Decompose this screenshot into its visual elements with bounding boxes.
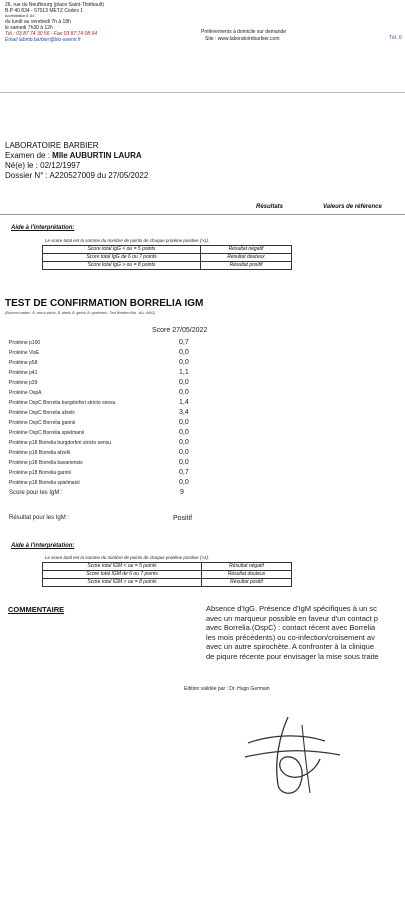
list-item <box>9 348 209 358</box>
dossier-number: Dossier N° : A220527009 du 27/05/2022 <box>5 171 149 180</box>
protein-name: Protéine p18 Borrelia burgdorferi stricto sensu <box>9 440 111 446</box>
patient-name: Mlle AUBURTIN LAURA <box>52 151 142 160</box>
table-cell: Résultat douteux <box>202 571 292 579</box>
list-item <box>9 468 209 478</box>
protein-score: 0,0 <box>179 459 189 466</box>
table-row <box>43 246 292 254</box>
list-item <box>9 398 209 408</box>
igm-interpretation-note: Le score total est la somme du nombre de points de chaque protéine positive (>1). <box>45 555 210 560</box>
comment-line: avec un autre spirochète. A confronter à la clinique <box>206 642 375 652</box>
table-cell: Résultat positif <box>201 262 292 270</box>
test-title: TEST DE CONFIRMATION BORRELIA IGM <box>5 298 204 309</box>
address-line: 26, rue du Neufbourg (place Saint-Thiébault) <box>5 2 104 8</box>
protein-name: Protéine p18 Borrelia bavariensis <box>9 460 83 466</box>
reference-column-header: Valeurs de référence <box>323 204 382 210</box>
exam-line <box>5 151 148 161</box>
protein-score: 0,0 <box>179 439 189 446</box>
protein-name: Protéine p58 <box>9 360 38 366</box>
table-cell: Score total IgG de 6 ou 7 points <box>43 254 201 262</box>
table-cell: Score total IGM de 6 ou 7 points <box>43 571 202 579</box>
address-line: Accréditation 8 -64 <box>5 14 35 18</box>
protein-score: 0,0 <box>179 449 189 456</box>
list-item <box>9 408 209 418</box>
test-subtitle: (Sources mattes : B. sensu stricto, B. afzelii, B. garinii, B. spielmanii - Test Western Blot - ALL INAC) <box>5 311 156 315</box>
list-item <box>9 458 209 468</box>
comment-line: Absence d'IgG. Présence d'IgM spécifiques à un sc <box>206 604 377 613</box>
protein-name: Protéine p100 <box>9 340 41 346</box>
protein-score: 0,0 <box>179 479 189 486</box>
table-cell: Score total IGM < ou = 5 points <box>43 563 202 571</box>
table-cell: Résultat négatif <box>202 563 292 571</box>
list-item <box>9 418 209 428</box>
protein-name: Protéine p18 Borrelia spielmanii <box>9 480 80 486</box>
comment-line: les mois précédents) ou co-infection/croisement av <box>206 632 375 642</box>
table-cell: Résultat douteux <box>201 254 292 262</box>
list-item <box>9 358 209 368</box>
protein-score: 0,0 <box>179 389 189 396</box>
table-cell: Résultat négatif <box>201 246 292 254</box>
table-cell: Score total IgG > ou = 8 points <box>43 262 201 270</box>
list-item <box>9 428 209 438</box>
list-item <box>9 368 209 378</box>
protein-name: Protéine OspA <box>9 390 42 396</box>
protein-list <box>9 338 209 488</box>
comment-line: avec Borrelia.(OspC) : contact récent avec Borrelia <box>206 623 376 633</box>
opening-hours: du lundi au vendredi 7h à 18h <box>5 19 71 25</box>
phone-fax: Tél : 03 87 74 30 56 - Fax 03 87 74 08 64 <box>5 31 98 37</box>
phone-right: Tél. 0 <box>389 35 402 41</box>
exam-label: Examen de : <box>5 151 50 160</box>
opening-hours: le samedi 7h30 à 12h <box>5 25 53 31</box>
comment-line: de piqure récente pour envisager la mise sous traite <box>206 651 379 661</box>
igg-interpretation-heading: Aide à l'interprétation: <box>11 225 75 231</box>
signature-image <box>240 705 350 805</box>
protein-score: 0,7 <box>179 339 189 346</box>
igg-interpretation-note: Le score total est la somme du nombre de points de chaque protéine positive (>1). <box>45 238 210 243</box>
column-header-divider <box>0 214 405 215</box>
protein-score: 1,4 <box>179 399 189 406</box>
score-column-header: Score 27/05/2022 <box>152 327 208 334</box>
lab-address <box>5 2 104 43</box>
validation-line: Edition validée par : Dr. Hugo Germain <box>184 686 270 692</box>
table-row <box>43 579 292 587</box>
protein-score: 1,1 <box>179 369 189 376</box>
protein-name: Protéine p41 <box>9 370 38 376</box>
score-value: 9 <box>180 489 184 496</box>
comment-title: COMMENTAIRE <box>8 605 65 614</box>
protein-name: Protéine OspC Borrelia burgdorferi stricto sensu <box>9 400 116 406</box>
protein-name: Protéine OspC Borrelia afzelii <box>9 410 75 416</box>
website: Site : www.laboratoirebarbier.com <box>205 36 280 42</box>
comment-text <box>206 604 379 662</box>
list-item <box>9 478 209 488</box>
list-item <box>9 338 209 348</box>
protein-score: 0,0 <box>179 349 189 356</box>
list-item <box>9 448 209 458</box>
patient-block <box>5 141 148 181</box>
list-item <box>9 438 209 448</box>
table-row <box>43 254 292 262</box>
list-item <box>9 388 209 398</box>
protein-name: Protéine OspC Borrelia garinii <box>9 420 76 426</box>
protein-score: 0,0 <box>179 379 189 386</box>
results-column-header: Résultats <box>256 204 284 210</box>
address-line: B.P 40 834 - 57013 METZ Cedex 1 <box>5 8 84 14</box>
protein-score: 3,4 <box>179 409 189 416</box>
list-item <box>9 378 209 388</box>
table-row <box>43 571 292 579</box>
protein-score: 0,7 <box>179 469 189 476</box>
protein-name: Protéine p39 <box>9 380 38 386</box>
result-label: Résultat pour les IgM : <box>9 515 70 521</box>
comment-line: avec un marqueur possible en faveur d'un contact p <box>206 613 378 623</box>
table-cell: Score total IGM > ou = 8 points <box>43 579 202 587</box>
table-row <box>43 563 292 571</box>
igg-interpretation-table <box>42 245 292 270</box>
igm-interpretation-table <box>42 562 292 587</box>
header-divider <box>0 92 405 93</box>
protein-name: Protéine OspC Borrelia spielmanii <box>9 430 85 436</box>
table-cell: Score total IgG < ou = 5 points <box>43 246 201 254</box>
table-cell: Résultat positif <box>202 579 292 587</box>
home-sampling-note: Prélèvements à domicile sur demande <box>201 29 287 35</box>
lab-name: LABORATOIRE BARBIER <box>5 141 99 150</box>
email: Email labmb.barbier@bio-avenir.fr <box>5 37 81 43</box>
igm-interpretation-heading: Aide à l'interprétation: <box>11 543 75 549</box>
result-value: Positif <box>173 515 193 522</box>
protein-name: Protéine VlsE <box>9 350 40 356</box>
table-row <box>43 262 292 270</box>
protein-score: 0,0 <box>179 419 189 426</box>
protein-name: Protéine p18 Borrelia garinii <box>9 470 71 476</box>
protein-score: 0,0 <box>179 359 189 366</box>
birth-date: Né(e) le : 02/12/1997 <box>5 161 81 170</box>
protein-name: Protéine p18 Borrelia afzelii <box>9 450 71 456</box>
protein-score: 0,0 <box>179 429 189 436</box>
score-label: Score pour les IgM : <box>9 490 63 496</box>
